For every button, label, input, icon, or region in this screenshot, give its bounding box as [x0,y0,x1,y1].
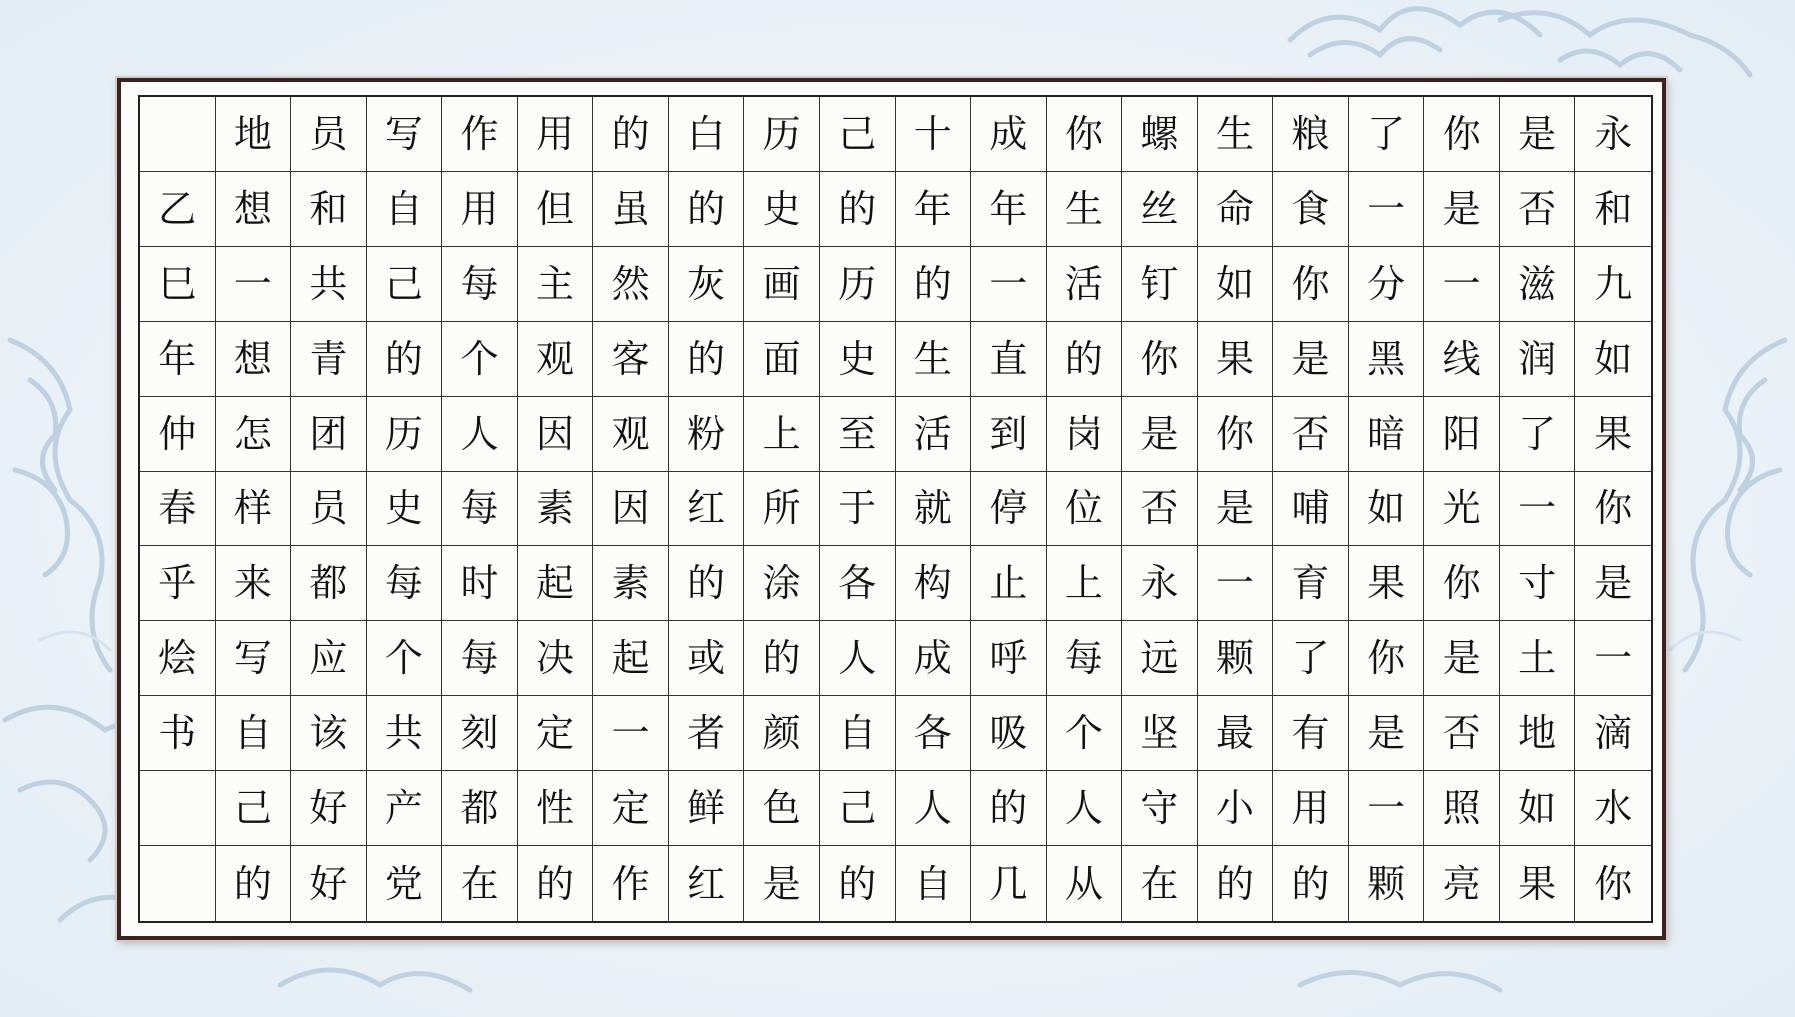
grid-cell-char: 色 [744,771,820,846]
grid-cell-char: 的 [669,172,745,247]
grid-cell-char: 活 [1047,247,1123,322]
grid-cell-char: 党 [367,846,443,921]
grid-cell-char: 灰 [669,247,745,322]
grid-cell-char: 最 [1198,696,1274,771]
grid-cell-char: 在 [1122,846,1198,921]
grid-cell-char: 构 [896,546,972,621]
grid-cell-char: 土 [1500,621,1576,696]
grid-cell-char: 自 [216,696,292,771]
grid-cell-char: 如 [1349,472,1425,547]
grid-cell-char: 作 [593,846,669,921]
grid-cell-char: 该 [291,696,367,771]
grid-cell-char: 一 [1500,472,1576,547]
grid-cell-char: 的 [216,846,292,921]
grid-cell-char: 起 [593,621,669,696]
grid-cell-char: 的 [1047,322,1123,397]
grid-cell-char: 育 [1273,546,1349,621]
grid-cell-char: 生 [1198,97,1274,172]
grid-cell-char: 和 [1575,172,1651,247]
grid-cell-char: 钉 [1122,247,1198,322]
grid-cell-char: 照 [1424,771,1500,846]
grid-cell-char: 因 [518,397,594,472]
grid-cell-char [140,97,216,172]
grid-cell-char: 的 [518,846,594,921]
grid-cell-char: 成 [896,621,972,696]
grid-cell-char: 年 [140,322,216,397]
grid-cell-char: 个 [442,322,518,397]
grid-cell-char: 如 [1198,247,1274,322]
grid-cell-char: 滴 [1575,696,1651,771]
grid-cell-char: 时 [442,546,518,621]
grid-cell-char: 白 [669,97,745,172]
grid-cell-char: 水 [1575,771,1651,846]
grid-cell-char: 暗 [1349,397,1425,472]
grid-cell-char: 上 [744,397,820,472]
grid-cell-char: 性 [518,771,594,846]
grid-cell-char: 然 [593,247,669,322]
grid-cell-char: 你 [1349,621,1425,696]
grid-cell-char: 的 [669,322,745,397]
calligraphy-paper-frame [117,78,1666,940]
grid-cell-char: 应 [291,621,367,696]
grid-cell-char: 如 [1575,322,1651,397]
grid-cell-char: 丝 [1122,172,1198,247]
grid-cell-char: 观 [518,322,594,397]
grid-cell-char: 共 [367,696,443,771]
grid-cell-char: 亮 [1424,846,1500,921]
grid-cell-char: 历 [820,247,896,322]
grid-cell-char: 己 [216,771,292,846]
grid-cell-char: 年 [971,172,1047,247]
grid-cell-char: 定 [593,771,669,846]
grid-cell-char: 果 [1349,546,1425,621]
grid-cell-char: 涂 [744,546,820,621]
grid-cell-char: 活 [896,397,972,472]
grid-cell-char: 你 [1047,97,1123,172]
grid-cell-char: 共 [291,247,367,322]
grid-cell-char: 个 [1047,696,1123,771]
grid-cell-char: 面 [744,322,820,397]
grid-cell-char: 位 [1047,472,1123,547]
grid-cell-char: 是 [1273,322,1349,397]
grid-cell-char: 写 [216,621,292,696]
grid-cell-char: 者 [669,696,745,771]
grid-cell-char: 直 [971,322,1047,397]
grid-cell-char: 的 [1273,846,1349,921]
grid-cell-char: 永 [1575,97,1651,172]
grid-cell-char: 了 [1500,397,1576,472]
grid-cell-char: 十 [896,97,972,172]
grid-cell-char: 生 [1047,172,1123,247]
grid-cell-char: 守 [1122,771,1198,846]
grid-cell-char: 是 [1424,172,1500,247]
grid-cell-char: 巳 [140,247,216,322]
grid-cell-char: 阳 [1424,397,1500,472]
grid-cell-char: 否 [1424,696,1500,771]
grid-cell-char: 果 [1198,322,1274,397]
grid-cell-char: 一 [1198,546,1274,621]
grid-cell-char: 每 [442,247,518,322]
grid-cell-char: 你 [1273,247,1349,322]
grid-cell-char: 否 [1122,472,1198,547]
grid-cell-char: 人 [820,621,896,696]
grid-cell-char: 每 [367,546,443,621]
grid-cell-char: 一 [1424,247,1500,322]
grid-cell-char: 了 [1273,621,1349,696]
grid-cell-char: 人 [896,771,972,846]
grid-cell-char: 于 [820,472,896,547]
grid-cell-char: 滋 [1500,247,1576,322]
grid-cell-char: 一 [216,247,292,322]
grid-cell-char: 粉 [669,397,745,472]
grid-cell-char: 一 [1349,771,1425,846]
grid-cell-char: 人 [442,397,518,472]
grid-cell-char: 至 [820,397,896,472]
grid-cell-char: 是 [1424,621,1500,696]
grid-cell-char: 的 [971,771,1047,846]
grid-cell-char: 是 [1500,97,1576,172]
grid-cell-char: 鲜 [669,771,745,846]
grid-cell-char: 否 [1500,172,1576,247]
grid-cell-char: 但 [518,172,594,247]
grid-cell-char: 青 [291,322,367,397]
grid-cell-char: 成 [971,97,1047,172]
grid-cell-char: 一 [1349,172,1425,247]
grid-cell-char: 你 [1198,397,1274,472]
grid-cell-char: 定 [518,696,594,771]
grid-cell-char: 都 [442,771,518,846]
grid-cell-char: 己 [820,771,896,846]
grid-cell-char: 主 [518,247,594,322]
grid-cell-char: 生 [896,322,972,397]
grid-cell-char: 润 [1500,322,1576,397]
grid-cell-char: 你 [1424,97,1500,172]
grid-cell-char: 怎 [216,397,292,472]
grid-cell-char: 想 [216,322,292,397]
grid-cell-char: 史 [820,322,896,397]
grid-cell-char: 命 [1198,172,1274,247]
grid-cell-char: 的 [593,97,669,172]
grid-cell-char: 年 [896,172,972,247]
grid-cell-char: 或 [669,621,745,696]
grid-cell-char: 素 [593,546,669,621]
grid-cell-char: 一 [593,696,669,771]
grid-cell-char: 刻 [442,696,518,771]
grid-cell-char: 黑 [1349,322,1425,397]
calligraphy-grid [138,95,1653,923]
grid-cell-char: 和 [291,172,367,247]
grid-cell-char: 如 [1500,771,1576,846]
grid-cell-char: 乙 [140,172,216,247]
grid-cell-char: 停 [971,472,1047,547]
grid-cell-char: 画 [744,247,820,322]
grid-cell-char: 果 [1575,397,1651,472]
grid-cell-char: 的 [669,546,745,621]
grid-cell-char: 的 [896,247,972,322]
grid-cell-char: 线 [1424,322,1500,397]
grid-cell-char: 食 [1273,172,1349,247]
grid-cell-char: 远 [1122,621,1198,696]
grid-cell-char: 红 [669,846,745,921]
grid-cell-char: 历 [744,97,820,172]
grid-cell-char: 小 [1198,771,1274,846]
grid-cell-char: 乎 [140,546,216,621]
grid-cell-char: 己 [367,247,443,322]
grid-cell-char: 每 [442,472,518,547]
grid-cell-char: 有 [1273,696,1349,771]
grid-cell-char: 员 [291,97,367,172]
grid-cell-char: 是 [1122,397,1198,472]
grid-cell-char: 观 [593,397,669,472]
grid-cell-char: 作 [442,97,518,172]
grid-cell-char: 决 [518,621,594,696]
grid-cell-char: 红 [669,472,745,547]
grid-cell-char: 颜 [744,696,820,771]
grid-cell-char: 人 [1047,771,1123,846]
grid-cell-char: 的 [820,846,896,921]
grid-cell-char: 从 [1047,846,1123,921]
grid-cell-char: 素 [518,472,594,547]
grid-cell-char: 自 [896,846,972,921]
grid-cell-char: 地 [1500,696,1576,771]
grid-cell-char: 呼 [971,621,1047,696]
grid-cell-char: 光 [1424,472,1500,547]
grid-cell-char: 各 [896,696,972,771]
grid-cell-char: 你 [1594,861,1633,906]
grid-cell-char: 每 [1047,621,1123,696]
grid-cell-char: 一 [971,247,1047,322]
grid-cell-char: 所 [744,472,820,547]
grid-cell-char: 的 [820,172,896,247]
grid-cell-char: 己 [820,97,896,172]
grid-cell-char: 是 [1575,546,1651,621]
grid-cell-char: 团 [291,397,367,472]
grid-cell-char: 地 [216,97,292,172]
grid-cell-char: 来 [216,546,292,621]
grid-cell-char: 史 [367,472,443,547]
grid-cell-char: 春 [140,472,216,547]
grid-cell-char: 样 [216,472,292,547]
grid-cell-char: 止 [971,546,1047,621]
grid-cell-char: 自 [820,696,896,771]
grid-cell-char: 你 [1122,322,1198,397]
grid-cell-char [140,771,216,846]
grid-cell-char: 分 [1349,247,1425,322]
grid-cell-char: 产 [367,771,443,846]
grid-cell-char: 是 [744,846,820,921]
grid-cell-char: 用 [1273,771,1349,846]
grid-cell-char: 坚 [1122,696,1198,771]
grid-cell-char: 了 [1349,97,1425,172]
grid-cell-char: 的 [744,621,820,696]
grid-cell-char: 哺 [1273,472,1349,547]
grid-cell-char: 永 [1122,546,1198,621]
grid-cell-char: 在 [442,846,518,921]
grid-cell-char: 岗 [1047,397,1123,472]
grid-cell-char: 员 [291,472,367,547]
grid-cell-char: 否 [1273,397,1349,472]
grid-cell-char: 你 [1575,472,1651,547]
grid-cell-char: 自 [367,172,443,247]
grid-cell-char: 到 [971,397,1047,472]
grid-cell-char: 书 [140,696,216,771]
grid-cell-char: 的 [1198,846,1274,921]
grid-cell-char: 九 [1575,247,1651,322]
grid-cell-char: 是 [1198,472,1274,547]
grid-cell-char: 烩 [140,621,216,696]
grid-cell-char: 写 [367,97,443,172]
grid-cell-char: 粮 [1273,97,1349,172]
grid-cell-char: 历 [367,397,443,472]
grid-cell-char: 都 [291,546,367,621]
grid-cell-char: 客 [593,322,669,397]
grid-cell-char: 好 [291,846,367,921]
grid-cell-char: 颗 [1349,846,1425,921]
grid-cell-char: 吸 [971,696,1047,771]
grid-cell-char: 你 [1424,546,1500,621]
grid-cell-char: 寸 [1500,546,1576,621]
grid-cell-char: 一 [1575,621,1651,696]
grid-cell-char: 起 [518,546,594,621]
grid-cell-char: 上 [1047,546,1123,621]
grid-cell-char: 因 [593,472,669,547]
grid-cell-char: 的 [367,322,443,397]
grid-cell-char: 果 [1500,846,1576,921]
grid-cell-char: 好 [291,771,367,846]
grid-cell-char: 颗 [1198,621,1274,696]
grid-cell-char: 史 [744,172,820,247]
grid-cell-char: 个 [367,621,443,696]
grid-cell-char: 就 [896,472,972,547]
grid-cell-char [140,846,216,921]
grid-cell-char: 几 [971,846,1047,921]
grid-cell-char: 螺 [1122,97,1198,172]
grid-cell-char: 仲 [140,397,216,472]
grid-cell-char: 想 [216,172,292,247]
grid-cell-char: 虽 [593,172,669,247]
grid-cell-char: 每 [442,621,518,696]
grid-cell-char: 各 [820,546,896,621]
grid-cell-char: 用 [518,97,594,172]
grid-cell-char: 用 [442,172,518,247]
grid-cell-char: 是 [1349,696,1425,771]
